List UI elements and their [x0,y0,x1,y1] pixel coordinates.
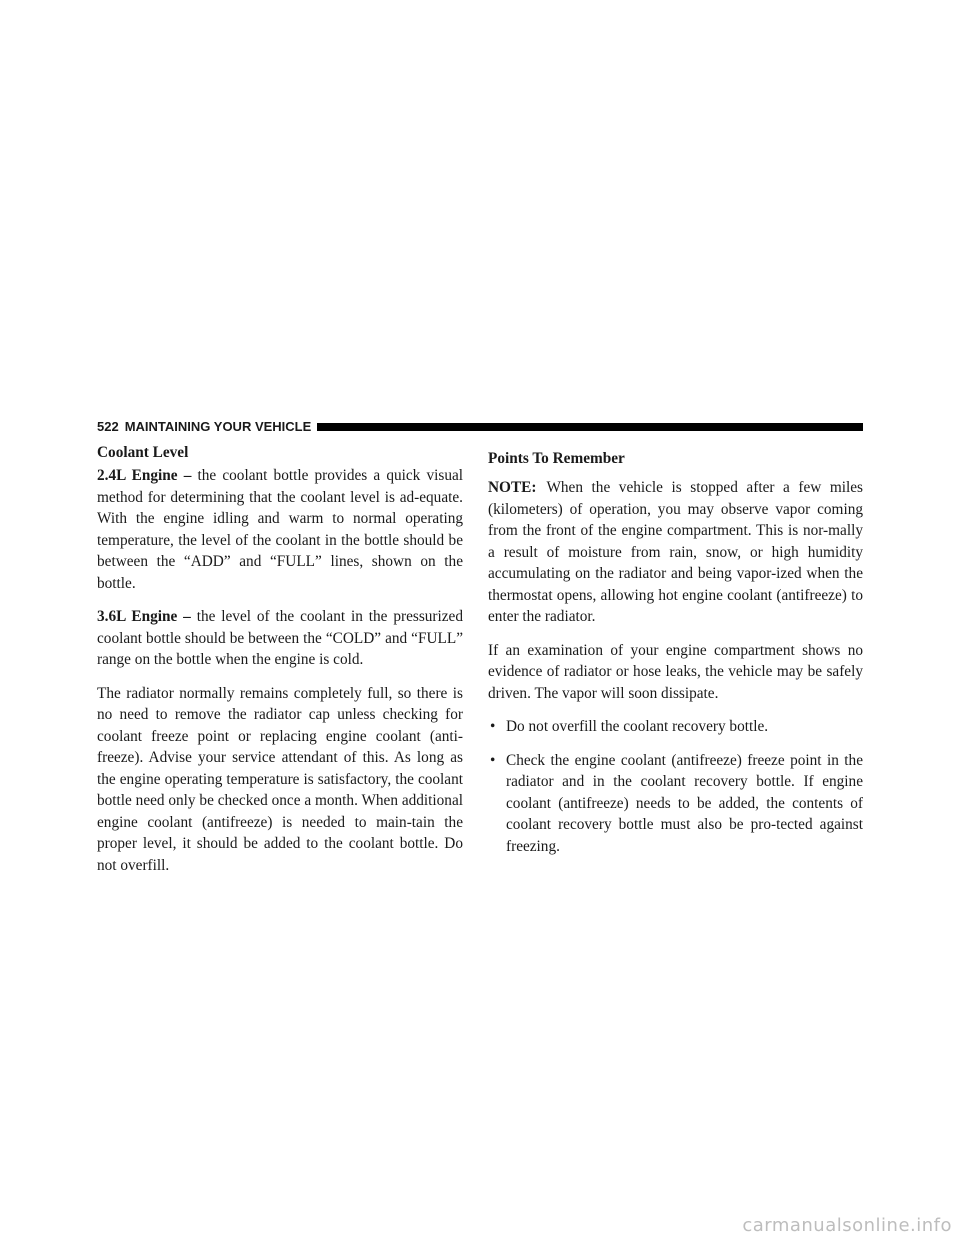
text-2-4l-engine: the coolant bottle provides a quick visual method for determining that the coolant level is ad-equate. With the engine idling and warm to normal operating temperature, the level of the coolant in the bottle should be between the “ADD” and “FULL” lines, shown on the bottle. [97,467,464,592]
paragraph-2-4l-engine [97,465,463,594]
text-radiator: The radiator normally remains completely full, so there is no need to remove the radiator cap unless checking for coolant freeze point or replacing engine coolant (anti-freeze). Advise your service attendant of this. As long as the engine operating temperature is satisfactory, the coolant bottle need only be checked once a month. When additional engine coolant (antifreeze) is needed to main-tain the proper level, it should be added to the coolant bottle. Do not overfill. [97,684,463,874]
right-column [488,442,863,869]
note-paragraph [488,477,863,628]
bullet-icon: • [490,718,496,735]
section-title: MAINTAINING YOUR VEHICLE [124,419,312,434]
paragraph-3-6l-engine [97,606,463,671]
list-item [488,750,863,858]
bullet-text: Check the engine coolant (antifreeze) freeze point in the radiator and in the coolant recovery bottle. If engine coolant (antifreeze) needs to be added, the contents of coolant recovery bottle must also be pro-tected against freezing. [506,751,863,855]
note-label: NOTE: [488,479,537,496]
note-text: When the vehicle is stopped after a few miles (kilometers) of operation, you may observe vapor coming from the front of the engine compartment. This is nor-mally a result of moisture from rain, snow, or high humidity accumulating on the radiator and being vapor-ized when the thermostat opens, allowing hot engine coolant (antifreeze) to enter the radiator. [488,479,863,625]
list-item [488,716,863,738]
page-header [97,418,863,436]
bullet-icon: • [490,751,496,769]
page-number: 522 [97,419,119,434]
paragraph-radiator [97,683,463,877]
header-rule [317,423,863,431]
run-in-2-4l-engine: 2.4L Engine – [97,467,192,484]
points-to-remember-heading: Points To Remember [488,450,625,467]
text-3-6l-engine: the level of the coolant in the pressurized coolant bottle should be between the “COLD” and “FULL” range on the bottle when the engine is cold. [97,608,463,668]
left-column [97,442,463,888]
watermark: carmanualsonline.info [742,1215,952,1236]
run-in-3-6l-engine: 3.6L Engine – [97,608,191,625]
bullet-list [488,716,863,857]
coolant-level-heading: Coolant Level [97,444,189,461]
bullet-text: Do not overfill the coolant recovery bottle. [506,718,769,735]
examination-paragraph: If an examination of your engine compartment shows no evidence of radiator or hose leaks, the vehicle may be safely driven. The vapor will soon dissipate. [488,641,863,702]
